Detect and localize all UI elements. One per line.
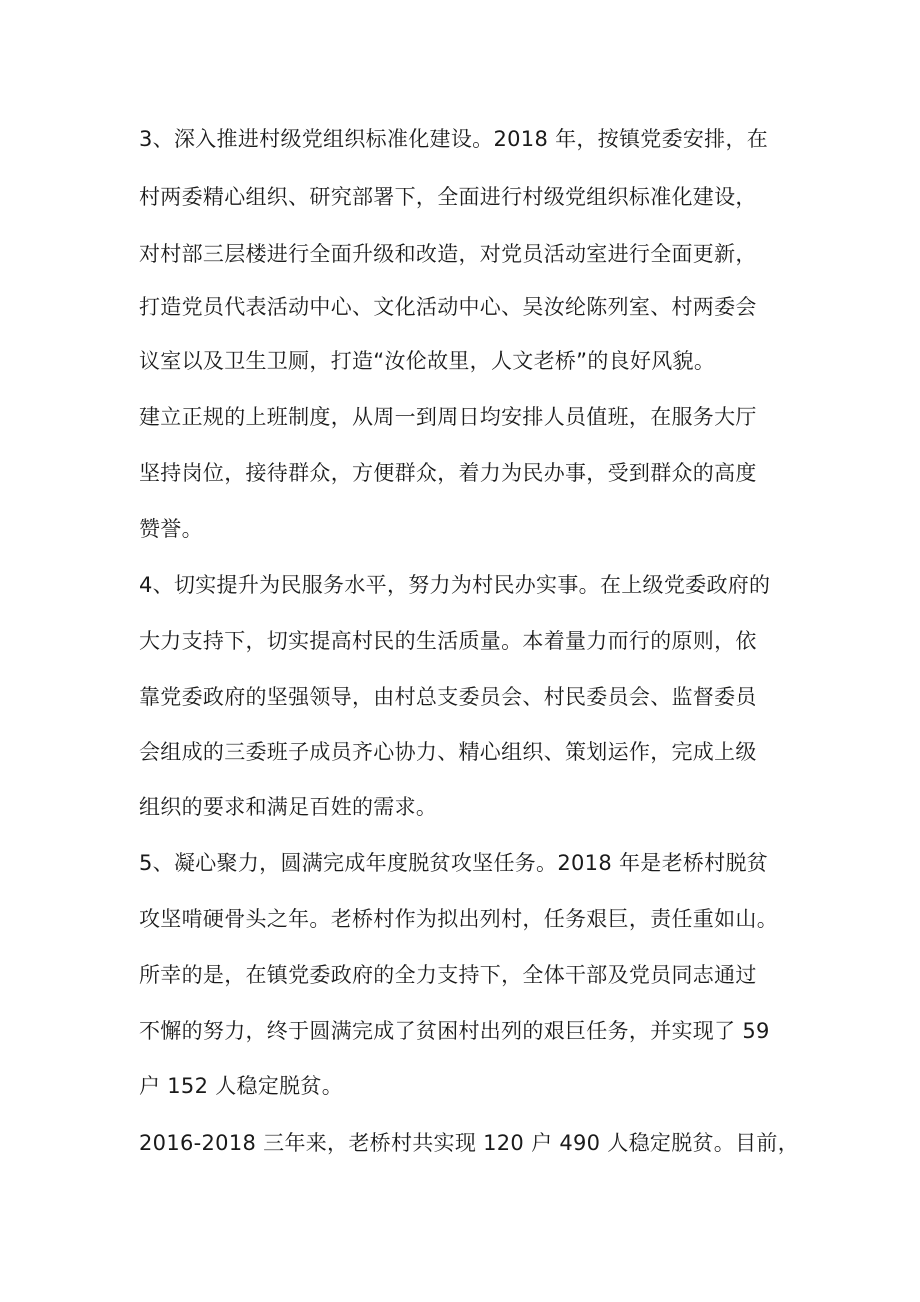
- text-line: 村两委精心组织、研究部署下，全面进行村级党组织标准化建设，: [139, 185, 757, 209]
- text-line: 5、凝心聚力，圆满完成年度脱贫攻坚任务。2018 年是老桥村脱贫: [139, 851, 769, 875]
- text-line: 攻坚啃硬骨头之年。老桥村作为拟出列村，任务艰巨，责任重如山。: [139, 907, 778, 931]
- text-line: 赞誉。: [139, 517, 203, 541]
- text-line: 大力支持下，切实提高村民的生活质量。本着量力而行的原则，依: [139, 629, 757, 653]
- text-line: 建立正规的上班制度，从周一到周日均安排人员值班，在服务大厅: [139, 405, 757, 429]
- text-line: 户 152 人稳定脱贫。: [139, 1074, 344, 1098]
- text-line: 4、切实提升为民服务水平，努力为村民办实事。在上级党委政府的: [139, 573, 771, 597]
- text-line: 坚持岗位，接待群众，方便群众，着力为民办事，受到群众的高度: [139, 461, 757, 485]
- text-line: 组织的要求和满足百姓的需求。: [139, 795, 438, 819]
- text-line: 对村部三层楼进行全面升级和改造，对党员活动室进行全面更新，: [139, 242, 757, 266]
- text-line: 议室以及卫生卫厕，打造“汝伦故里，人文老桥”的良好风貌。: [139, 349, 716, 373]
- text-line: 2016-2018 三年来，老桥村共实现 120 户 490 人稳定脱贫。目前，: [139, 1131, 800, 1155]
- text-line: 3、深入推进村级党组织标准化建设。2018 年，按镇党委安排，在: [139, 127, 769, 151]
- text-line: 靠党委政府的坚强领导，由村总支委员会、村民委员会、监督委员: [139, 685, 757, 709]
- text-line: 会组成的三委班子成员齐心协力、精心组织、策划运作，完成上级: [139, 740, 757, 764]
- text-line: 打造党员代表活动中心、文化活动中心、吴汝纶陈列室、村两委会: [139, 295, 757, 319]
- text-line: 所幸的是，在镇党委政府的全力支持下，全体干部及党员同志通过: [139, 963, 757, 987]
- text-line: 不懈的努力，终于圆满完成了贫困村出列的艰巨任务，并实现了 59: [139, 1019, 770, 1043]
